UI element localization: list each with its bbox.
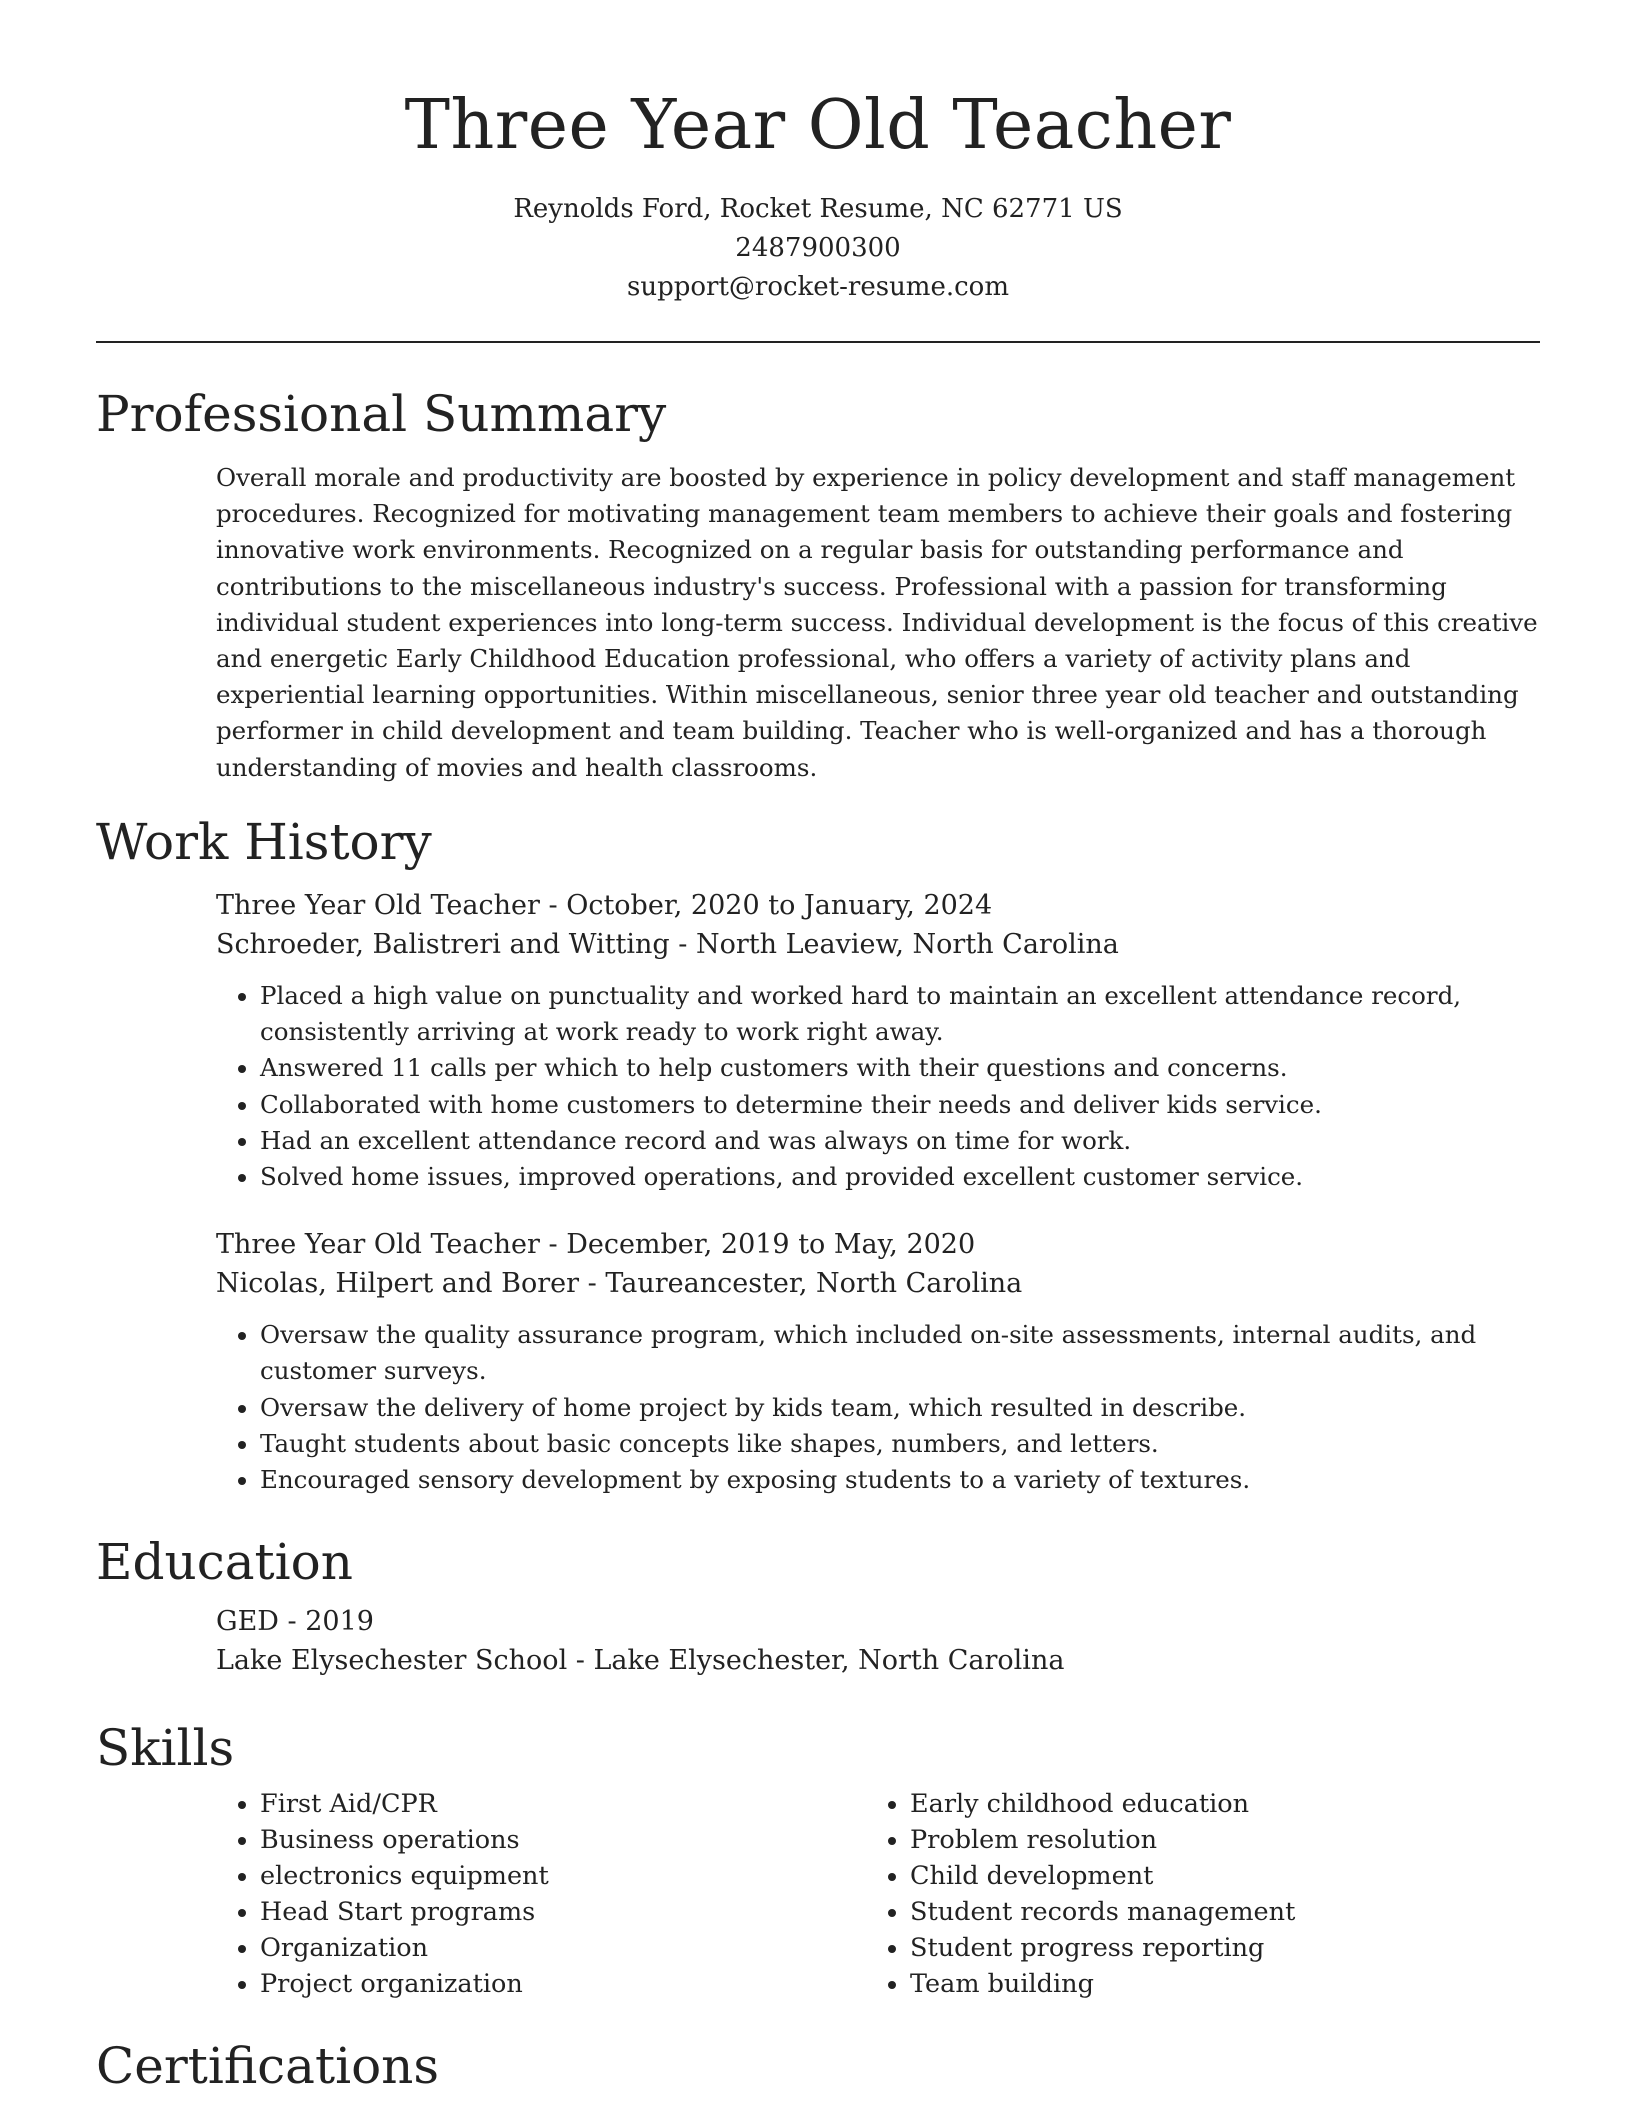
job-bullets bbox=[216, 978, 1540, 1195]
list-item: • Collaborated with home customers to determine their needs and deliver kids service. bbox=[260, 1087, 1540, 1123]
job-entry bbox=[216, 886, 1540, 1195]
job-company-line: Nicolas, Hilpert and Borer - Taureancester, North Carolina bbox=[216, 1268, 1023, 1300]
job-company-line: Schroeder, Balistreri and Witting - North Leaview, North Carolina bbox=[216, 929, 1119, 960]
list-item: • Solved home issues, improved operations, and provided excellent customer service. bbox=[260, 1159, 1540, 1195]
list-item: • Student records management bbox=[910, 1894, 1516, 1930]
skills-list-right bbox=[866, 1786, 1516, 2002]
list-item: • electronics equipment bbox=[260, 1858, 866, 1894]
skills-columns bbox=[216, 1786, 1540, 2002]
summary-paragraph: Overall morale and productivity are boosted by experience in policy development and staff management procedures. Recognized for motivating management team members to achieve their goals and fostering innovative work environments. Recognized on a regular basis for outstanding performance and contributions to the miscellaneous industry's success. Professional with a passion for transforming individual student experiences into long-term success. Individual development is the focus of this creative and energetic Early Childhood Education professional, who offers a variety of activity plans and experiential learning opportunities. Within miscellaneous, senior three year old teacher and outstanding performer in child development and team building. Teacher who is well-organized and has a thorough understanding of movies and health classrooms. bbox=[216, 463, 1538, 782]
education-section bbox=[96, 1530, 1540, 1680]
list-item: • Oversaw the delivery of home project by kids team, which resulted in describe. bbox=[260, 1390, 1540, 1426]
skills-section bbox=[96, 1716, 1540, 2002]
contact-info bbox=[96, 190, 1540, 307]
resume-page bbox=[96, 0, 1540, 2095]
skills-list-left bbox=[216, 1786, 866, 2002]
certifications-section bbox=[96, 2034, 1540, 2098]
list-item: • Problem resolution bbox=[910, 1822, 1516, 1858]
list-item: • Placed a high value on punctuality and worked hard to maintain an excellent attendance record, consistently arriving at work ready to work right away. bbox=[260, 978, 1540, 1050]
summary-section bbox=[96, 382, 1540, 786]
list-item: • Answered 11 calls per which to help customers with their questions and concerns. bbox=[260, 1050, 1540, 1086]
work-history-heading: Work History bbox=[96, 813, 432, 871]
education-heading: Education bbox=[96, 1533, 353, 1591]
job-role-line: Three Year Old Teacher - October, 2020 to January, 2024 bbox=[216, 890, 993, 921]
list-item: • First Aid/CPR bbox=[260, 1786, 866, 1822]
certifications-heading: Certifications bbox=[96, 2037, 440, 2095]
candidate-name: Three Year Old Teacher bbox=[404, 86, 1232, 165]
list-item: • Had an excellent attendance record and was always on time for work. bbox=[260, 1123, 1540, 1159]
education-degree-line: GED - 2019 bbox=[216, 1606, 374, 1637]
education-school-line: Lake Elysechester School - Lake Elysechester, North Carolina bbox=[216, 1645, 1065, 1676]
phone-text: 2487900300 bbox=[735, 233, 901, 263]
list-item: • Early childhood education bbox=[910, 1786, 1516, 1822]
address-text: Reynolds Ford, Rocket Resume, NC 62771 US bbox=[513, 194, 1123, 224]
list-item: • Head Start programs bbox=[260, 1894, 866, 1930]
header-divider bbox=[96, 341, 1540, 343]
job-role-line: Three Year Old Teacher - December, 2019 to May, 2020 bbox=[216, 1229, 976, 1261]
list-item: • Team building bbox=[910, 1966, 1516, 2002]
summary-heading: Professional Summary bbox=[96, 385, 667, 443]
skills-heading: Skills bbox=[96, 1719, 235, 1777]
email-text: support@rocket-resume.com bbox=[626, 272, 1009, 302]
list-item: • Project organization bbox=[260, 1966, 866, 2002]
list-item: • Child development bbox=[910, 1858, 1516, 1894]
list-item: • Business operations bbox=[260, 1822, 866, 1858]
list-item: • Encouraged sensory development by exposing students to a variety of textures. bbox=[260, 1462, 1540, 1498]
job-entry bbox=[216, 1225, 1540, 1498]
work-history-section bbox=[96, 810, 1540, 1498]
list-item: • Taught students about basic concepts like shapes, numbers, and letters. bbox=[260, 1426, 1540, 1462]
job-bullets bbox=[216, 1317, 1540, 1498]
list-item: • Organization bbox=[260, 1930, 866, 1966]
list-item: • Student progress reporting bbox=[910, 1930, 1516, 1966]
list-item: • Oversaw the quality assurance program, which included on-site assessments, internal audits, and customer surveys. bbox=[260, 1317, 1540, 1389]
resume-header bbox=[96, 0, 1540, 343]
